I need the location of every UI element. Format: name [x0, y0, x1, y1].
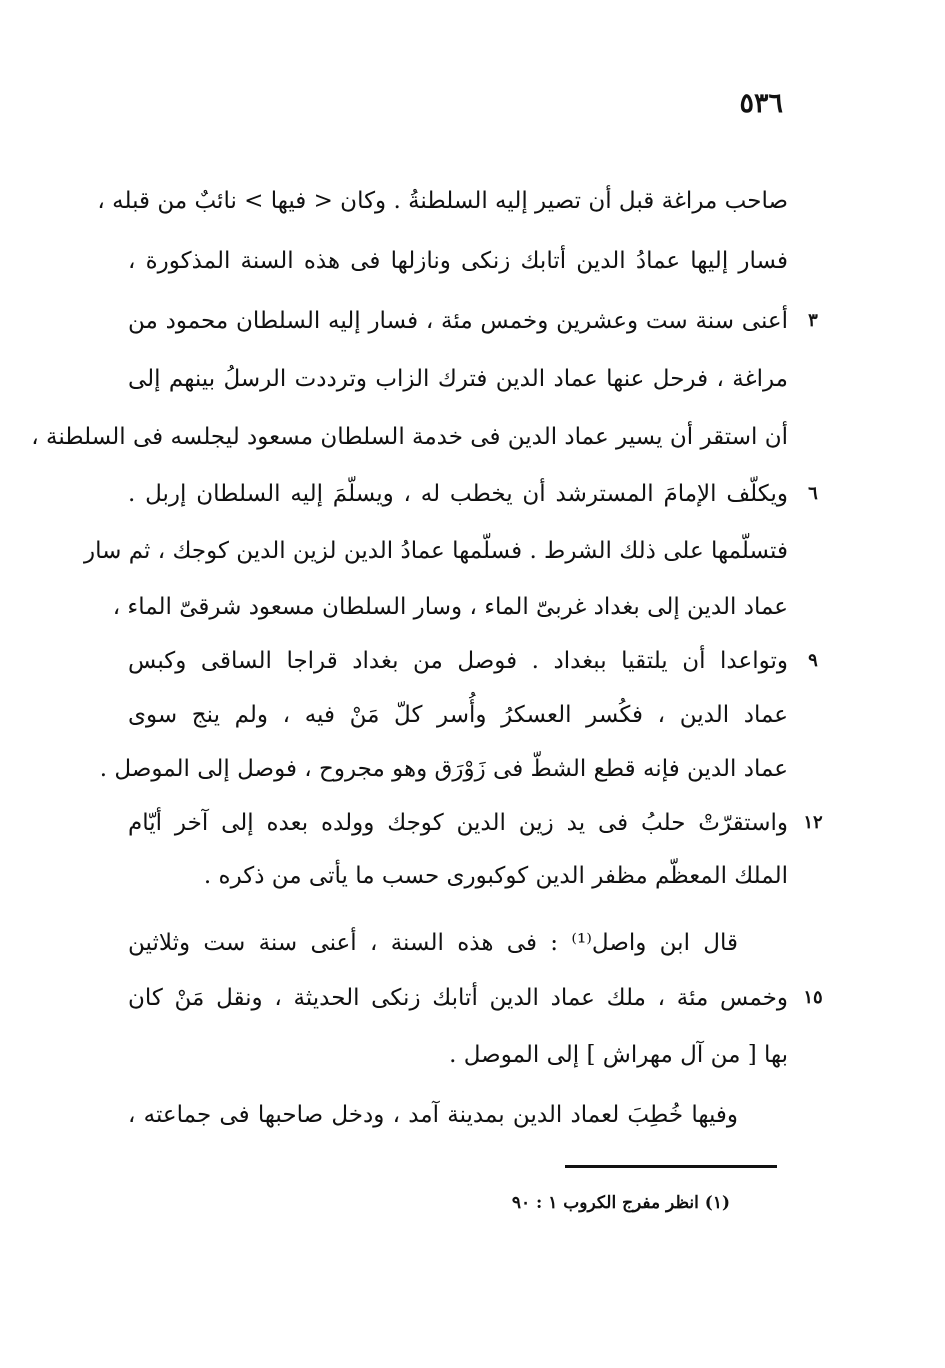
text-line-16: بها [ من آل مهراش ] إلى الموصل .: [449, 1042, 788, 1068]
line-number-15: ١٥: [803, 987, 823, 1008]
text-line-5: أن استقر أن يسير عماد الدين فى خدمة السلطان مسعود ليجلسه فى السلطنة ،: [31, 424, 788, 450]
footnote: (١) انظر مفرج الكروب ١ : ٩٠: [511, 1193, 730, 1213]
text-line-6: ويكلّف الإمامَ المسترشد أن يخطب له ، ويسلّمَ إليه السلطان إربل .: [128, 481, 788, 507]
footnote-divider: [565, 1165, 777, 1168]
text-line-4: مراغة ، فرحل عنها عماد الدين فترك الزاب وترددت الرسلُ بينهم إلى: [128, 366, 788, 392]
line-number-12: ١٢: [803, 812, 823, 833]
text-line-10: عماد الدين ، فكُسر العسكرُ وأُسر كلّ مَنْ فيه ، ولم ينج سوى: [128, 702, 788, 728]
text-line-8: عماد الدين إلى بغداد غربىّ الماء ، وسار السلطان مسعود شرقىّ الماء ،: [112, 594, 788, 620]
text-line-13: الملك المعظّم مظفر الدين كوكبورى حسب ما يأتى من ذكره .: [203, 863, 788, 889]
line-number-6: ٦: [808, 483, 818, 504]
line-number-9: ٩: [808, 650, 818, 671]
text-line-1: صاحب مراغة قبل أن تصير إليه السلطنةُ . وكان < فيها > نائبٌ من قبله ،: [97, 188, 788, 214]
text-line-14: قال ابن واصل⁽¹⁾ : فى هذه السنة ، أعنى سنة ست وثلاثين: [128, 930, 738, 956]
text-line-7: فتسلّمها على ذلك الشرط . فسلّمها عمادُ الدين لزين الدين كوجك ، ثم سار: [84, 538, 788, 564]
line-number-3: ٣: [808, 310, 818, 331]
text-line-3: أعنى سنة ست وعشرين وخمس مئة ، فسار إليه السلطان محمود من: [128, 308, 788, 334]
text-line-15: وخمس مئة ، ملك عماد الدين أتابك زنكى الحديثة ، ونقل مَنْ كان: [128, 985, 788, 1011]
text-line-12: واستقرّتْ حلبُ فى يد زين الدين كوجك وولده بعده إلى آخر أيّام: [128, 810, 788, 836]
text-line-2: فسار إليها عمادُ الدين أتابك زنكى ونازلها فى هذه السنة المذكورة ،: [128, 248, 788, 274]
page-number: ٥٣٦: [739, 88, 783, 119]
text-line-17: وفيها خُطِبَ لعماد الدين بمدينة آمد ، ودخل صاحبها فى جماعته ،: [128, 1102, 738, 1128]
text-line-11: عماد الدين فإنه قطع الشطّ فى زَوْرَق وهو مجروح ، فوصل إلى الموصل .: [99, 756, 788, 782]
text-line-9: وتواعدا أن يلتقيا ببغداد . فوصل من بغداد قراجا الساقى وكبس: [128, 648, 788, 674]
